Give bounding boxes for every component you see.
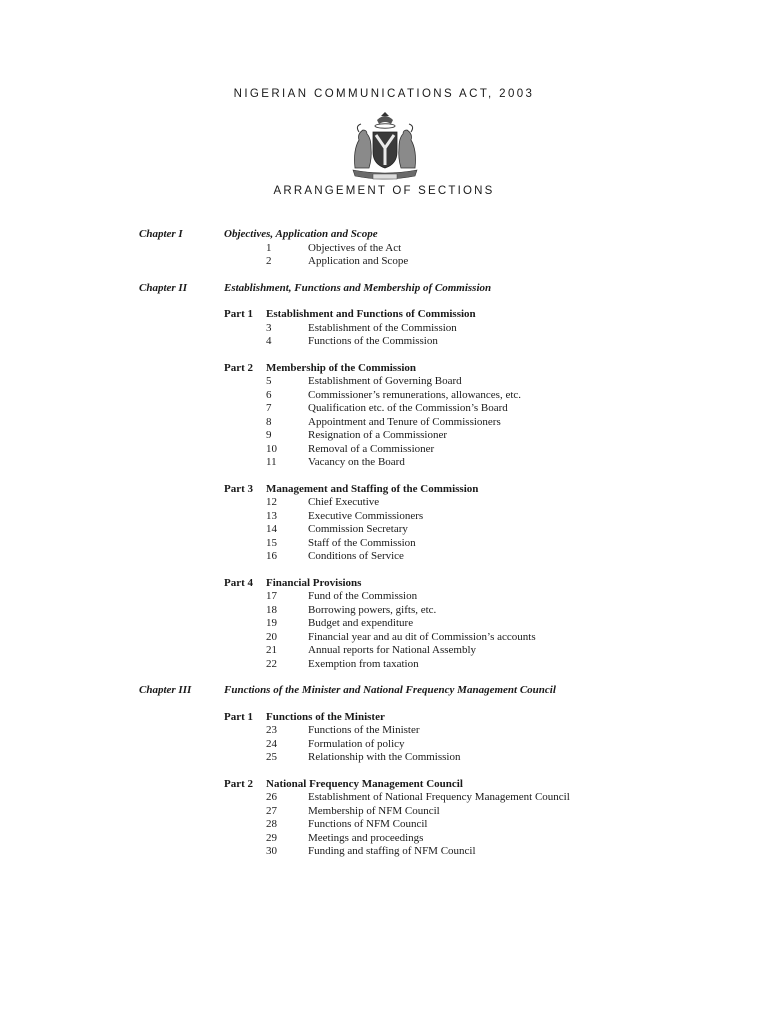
section-title: Appointment and Tenure of Commissioners: [308, 415, 501, 428]
part-label: Part 1: [224, 710, 254, 723]
section-number: 26: [266, 791, 277, 803]
section-list: [224, 242, 768, 269]
section-title: Vacancy on the Board: [308, 456, 405, 468]
section-title: Annual reports for National Assembly: [308, 644, 477, 656]
section-title: Borrowing powers, gifts, etc.: [308, 603, 437, 616]
section-title: Funding and staffing of NFM Council: [308, 845, 476, 857]
section-title: Executive Commissioners: [308, 509, 424, 522]
section-title: Establishment of the Commission: [308, 321, 457, 334]
section-title: Formulation of policy: [308, 737, 405, 750]
section-row: [224, 523, 768, 537]
section-title: Meetings and proceedings: [308, 831, 424, 844]
part-title: Financial Provisions: [266, 576, 362, 589]
part-heading: [224, 483, 768, 497]
section-title: Chief Executive: [308, 496, 380, 508]
section-number: 15: [266, 536, 277, 549]
section-row: [224, 818, 768, 832]
section-title: Objectives of the Act: [308, 241, 402, 254]
part-block: [224, 577, 768, 672]
section-number: 17: [266, 590, 277, 602]
section-number: 4: [266, 335, 272, 347]
section-number: 18: [266, 603, 277, 616]
section-row: [224, 429, 768, 443]
section-number: 10: [266, 442, 277, 455]
section-title: Qualification etc. of the Commission’s Board: [308, 402, 508, 414]
section-number: 8: [266, 415, 272, 428]
section-row: [224, 443, 768, 457]
part-label: Part 4: [224, 576, 254, 589]
section-title: Application and Scope: [308, 255, 409, 267]
section-title: Financial year and au dit of Commission’s accounts: [308, 630, 536, 643]
part-block: [224, 778, 768, 859]
section-row: [224, 242, 768, 256]
table-of-contents: [0, 228, 768, 872]
part-label: Part 2: [224, 361, 254, 374]
section-row: [224, 389, 768, 403]
section-number: 23: [266, 724, 277, 736]
part-heading: [224, 711, 768, 725]
part-title: Management and Staffing of the Commission: [266, 482, 479, 495]
part-label: Part 1: [224, 308, 254, 320]
chapter-label: Chapter II: [139, 281, 187, 294]
section-title: Budget and expenditure: [308, 617, 414, 629]
section-row: [224, 510, 768, 524]
section-number: 20: [266, 630, 277, 643]
section-row: [224, 322, 768, 336]
section-number: 25: [266, 751, 277, 763]
section-title: Fund of the Commission: [308, 590, 418, 602]
section-row: [224, 738, 768, 752]
part-title: Functions of the Minister: [266, 710, 385, 723]
section-number: 6: [266, 388, 272, 401]
chapter-label: Chapter III: [139, 684, 192, 696]
section-title: Commissioner’s remunerations, allowances, etc.: [308, 388, 522, 401]
section-row: [224, 590, 768, 604]
section-number: 2: [266, 255, 272, 267]
section-number: 22: [266, 657, 277, 670]
chapter-block: [0, 282, 768, 672]
section-row: [224, 375, 768, 389]
section-number: 11: [266, 456, 277, 468]
section-row: [224, 644, 768, 658]
section-title: Functions of NFM Council: [308, 818, 428, 830]
section-number: 28: [266, 818, 277, 830]
section-number: 19: [266, 617, 277, 629]
section-number: 30: [266, 845, 277, 857]
part-label: Part 3: [224, 482, 254, 495]
section-row: [224, 631, 768, 645]
section-title: Staff of the Commission: [308, 536, 416, 549]
chapter-block: [0, 228, 768, 269]
chapter-title: Establishment, Functions and Membership of Commission: [224, 281, 492, 294]
section-row: [224, 791, 768, 805]
part-block: [224, 483, 768, 564]
section-row: [224, 658, 768, 672]
section-title: Resignation of a Commissioner: [308, 429, 448, 441]
section-number: 13: [266, 509, 277, 522]
coat-of-arms-icon: [345, 110, 425, 184]
section-row: [224, 402, 768, 416]
section-number: 12: [266, 496, 277, 508]
section-row: [224, 832, 768, 846]
document-subtitle: ARRANGEMENT OF SECTIONS: [273, 185, 495, 197]
part-block: [224, 308, 768, 349]
section-number: 24: [266, 737, 277, 750]
section-number: 21: [266, 644, 277, 656]
chapter-block: [0, 684, 768, 859]
section-title: Establishment of National Frequency Management Council: [308, 791, 570, 803]
section-title: Establishment of Governing Board: [308, 375, 462, 387]
section-row: [224, 724, 768, 738]
section-title: Commission Secretary: [308, 523, 408, 535]
part-title: National Frequency Management Council: [266, 777, 463, 790]
section-row: [224, 255, 768, 269]
section-number: 1: [266, 241, 272, 254]
section-title: Removal of a Commissioner: [308, 442, 435, 455]
section-row: [224, 550, 768, 564]
section-title: Functions of the Commission: [308, 335, 438, 347]
chapter-label: Chapter I: [139, 228, 183, 240]
part-heading: [224, 308, 768, 322]
section-title: Conditions of Service: [308, 550, 404, 562]
part-block: [224, 711, 768, 765]
section-number: 9: [266, 429, 272, 441]
document-title: NIGERIAN COMMUNICATIONS ACT, 2003: [233, 88, 535, 100]
section-number: 5: [266, 375, 272, 387]
section-number: 3: [266, 321, 272, 334]
chapter-title: Objectives, Application and Scope: [224, 228, 378, 240]
section-row: [224, 416, 768, 430]
section-row: [224, 805, 768, 819]
section-number: 7: [266, 402, 272, 414]
section-row: [224, 335, 768, 349]
section-row: [224, 845, 768, 859]
part-heading: [224, 362, 768, 376]
part-label: Part 2: [224, 777, 254, 790]
part-heading: [224, 577, 768, 591]
section-row: [224, 456, 768, 470]
section-row: [224, 604, 768, 618]
section-number: 14: [266, 523, 277, 535]
section-title: Exemption from taxation: [308, 657, 419, 670]
section-title: Relationship with the Commission: [308, 751, 461, 763]
section-number: 29: [266, 831, 277, 844]
chapter-title: Functions of the Minister and National Frequency Management Council: [224, 684, 556, 696]
section-number: 16: [266, 550, 277, 562]
section-title: Functions of the Minister: [308, 724, 420, 736]
section-title: Membership of NFM Council: [308, 804, 440, 817]
part-title: Membership of the Commission: [266, 361, 417, 374]
section-number: 27: [266, 804, 277, 817]
part-block: [224, 362, 768, 470]
part-heading: [224, 778, 768, 792]
section-row: [224, 537, 768, 551]
part-title: Establishment and Functions of Commission: [266, 308, 476, 320]
section-row: [224, 751, 768, 765]
section-row: [224, 496, 768, 510]
section-row: [224, 617, 768, 631]
